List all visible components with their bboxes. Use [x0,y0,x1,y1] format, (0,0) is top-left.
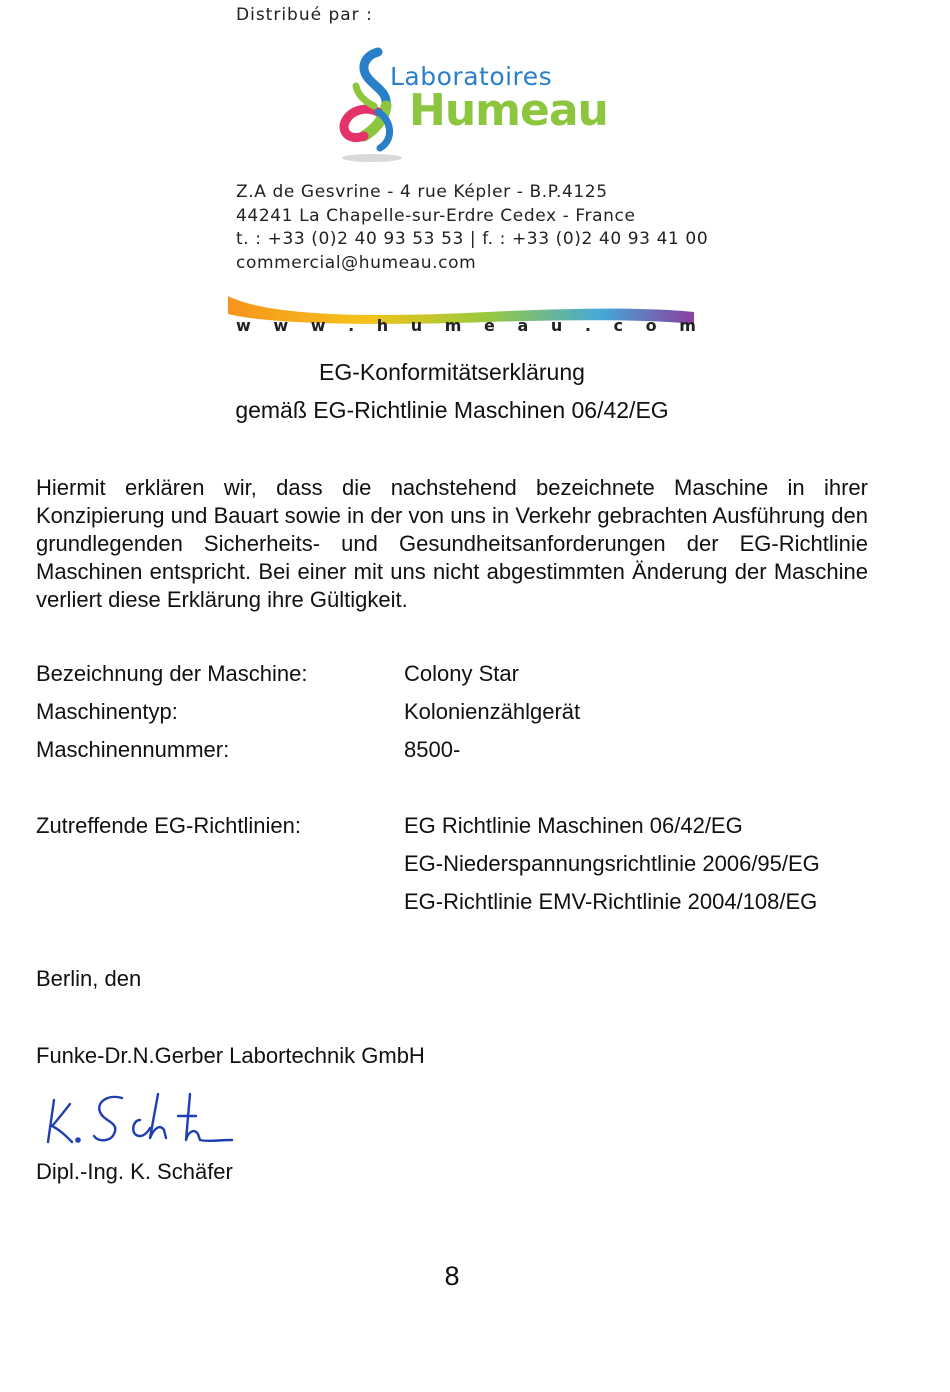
directive-item: EG Richtlinie Maschinen 06/42/EG [404,813,743,838]
web-letter: u [410,316,423,335]
web-letter: m [679,316,696,335]
signer-name: Dipl.-Ing. K. Schäfer [36,1159,233,1184]
web-letter: u [550,316,563,335]
web-letter: . [348,316,355,335]
address-line: 44241 La Chapelle-sur-Erdre Cedex - France [236,205,636,226]
directive-item: EG-Richtlinie EMV-Richtlinie 2004/108/EG [404,889,818,914]
field-label: Bezeichnung der Maschine: [36,661,308,686]
directive-row [36,813,743,839]
distributor-address [236,181,708,275]
web-letter: w [310,316,326,335]
field-label: Maschinennummer: [36,737,230,762]
brand-name-main: Humeau [409,85,608,136]
web-letter: w [236,316,251,335]
distributor-label: Distribué par : [236,5,373,25]
field-machine-number [36,737,460,763]
field-value: Colony Star [404,661,519,686]
field-label: Maschinentyp: [36,699,178,724]
address-line: t. : +33 (0)2 40 93 53 53 | f. : +33 (0)2 40 93 41 00 [236,229,709,249]
field-value: Kolonienzählgerät [404,699,581,724]
directives-label: Zutreffende EG-Richtlinien: [36,813,301,838]
document-subtitle: gemäß EG-Richtlinie Maschinen 06/42/EG [235,397,669,423]
web-letter: h [376,316,389,335]
field-value: 8500- [404,737,461,762]
document-title: EG-Konformitätserklärung [319,359,585,385]
web-letter: e [484,316,495,335]
address-line: Z.A de Gesvrine - 4 rue Képler - B.P.4125 [236,182,608,202]
signature-icon [40,1090,235,1150]
directive-item: EG-Niederspannungsrichtlinie 2006/95/EG [404,851,820,876]
directive-row [36,889,817,915]
brand-name-top: Laboratoires [390,62,553,91]
declaration-paragraph: Hiermit erklären wir, dass die nachstehend bezeichnete Maschine in ihrer Konzipierung und Bauart sowie in der von uns in Verkehr gebrachten Ausführung den grundlegenden Sicherheits- und Gesundheitsanforderungen der EG-Richtlinie Maschinen entspricht. Bei einer mit uns nicht abgestimmten Änderung der Maschine verliert diese Erklärung ihre Gültigkeit. [36,475,868,612]
web-letter: o [645,316,657,335]
web-letter: w [273,316,289,335]
field-machine-name [36,661,519,687]
web-letter: c [613,316,624,335]
field-machine-type [36,699,580,725]
company-name: Funke-Dr.N.Gerber Labortechnik GmbH [36,1043,425,1068]
web-letter: . [584,316,591,335]
address-line: commercial@humeau.com [236,252,477,273]
directive-row [36,851,820,877]
place-date: Berlin, den [36,966,142,991]
page-number: 8 [444,1261,460,1291]
website-address [236,316,696,335]
web-letter: a [517,316,529,335]
web-letter: m [444,316,462,335]
